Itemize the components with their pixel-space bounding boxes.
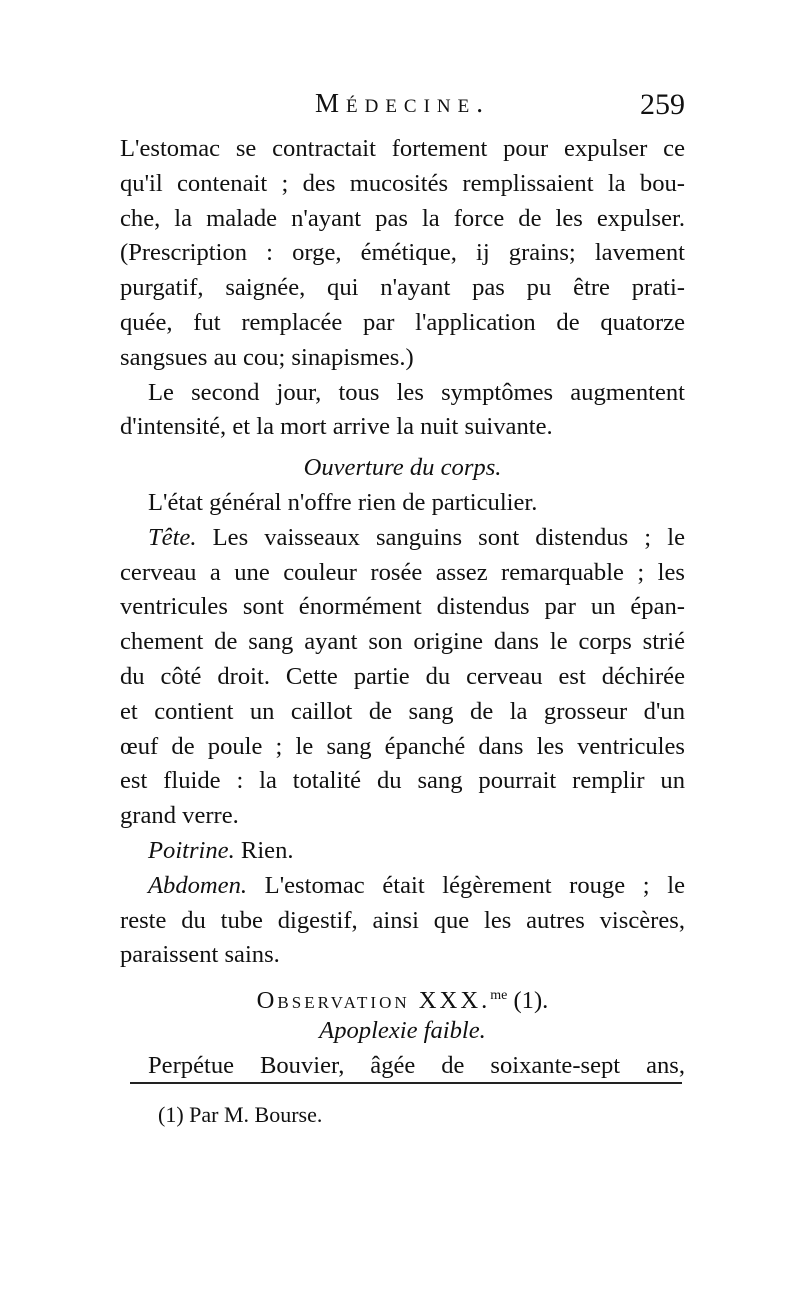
text-line: chement de sang ayant son origine dans le corps strié: [120, 628, 685, 656]
section-heading-ouverture: Ouverture du corps.: [303, 454, 502, 482]
prescription-line: (Prescription : orge, émétique, ij grains; lavement: [120, 239, 685, 267]
text-line: qu'il contenait ; des mucosités remplissaient la bou-: [120, 169, 685, 197]
text-line: œuf de poule ; le sang épanché dans les ventricules: [120, 732, 685, 760]
observation-superscript: me: [490, 988, 508, 1004]
text-line: d'intensité, et la mort arrive la nuit suivante.: [120, 413, 553, 441]
prescription-line: quée, fut remplacée par l'application de quatorze: [120, 308, 685, 336]
label-abdomen: Abdomen.: [148, 871, 248, 899]
label-tete: Tête.: [148, 523, 197, 551]
prescription-line: purgatif, saignée, qui n'ayant pas pu être prati-: [120, 274, 685, 302]
footnote-rule: [130, 1082, 682, 1084]
text-line: che, la malade n'ayant pas la force de les expulser.: [120, 204, 685, 232]
text-line: reste du tube digestif, ainsi que les autres viscères,: [120, 906, 685, 934]
text-span: Rien.: [240, 836, 294, 864]
text-span: L'estomac était légèrement rouge ; le: [264, 871, 685, 899]
text-line: Le second jour, tous les symptômes augmentent: [148, 378, 685, 406]
text-line: et contient un caillot de sang de la grosseur d'un: [120, 697, 685, 725]
footnote: (1) Par M. Bourse.: [158, 1102, 323, 1127]
text-line: est fluide : la totalité du sang pourrait remplir un: [120, 767, 685, 795]
text-line: paraissent sains.: [120, 941, 280, 969]
text-span: Les vaisseaux sanguins sont distendus ; le: [212, 523, 685, 551]
page-header: [120, 88, 685, 128]
body-text: [120, 132, 685, 1084]
text-line: du côté droit. Cette partie du cerveau est déchirée: [120, 662, 685, 690]
text-line: L'estomac se contractait fortement pour expulser ce: [120, 135, 685, 162]
paragraph-tete: [120, 521, 685, 556]
running-head: Médecine.: [314, 88, 491, 118]
observation-heading: [120, 979, 685, 1014]
observation-title: Observation XXX.: [256, 987, 491, 1015]
text-line: Perpétue Bouvier, âgée de soixante-sept ans,: [148, 1051, 685, 1079]
label-poitrine: Poitrine.: [148, 836, 235, 864]
text-line: grand verre.: [120, 802, 239, 830]
section-heading-apoplexie: Apoplexie faible.: [319, 1016, 486, 1044]
paragraph-abdomen: [120, 869, 685, 904]
text-line: ventricules sont énormément distendus par un épan-: [120, 593, 685, 621]
paragraph-poitrine: [120, 834, 685, 869]
text-line: L'état général n'offre rien de particulier.: [148, 488, 538, 516]
observation-note-ref: (1).: [507, 987, 549, 1015]
page-number: 259: [640, 88, 685, 121]
text-line: cerveau a une couleur rosée assez remarquable ; les: [120, 558, 685, 586]
prescription-line: sangsues au cou; sinapismes.): [120, 343, 414, 371]
